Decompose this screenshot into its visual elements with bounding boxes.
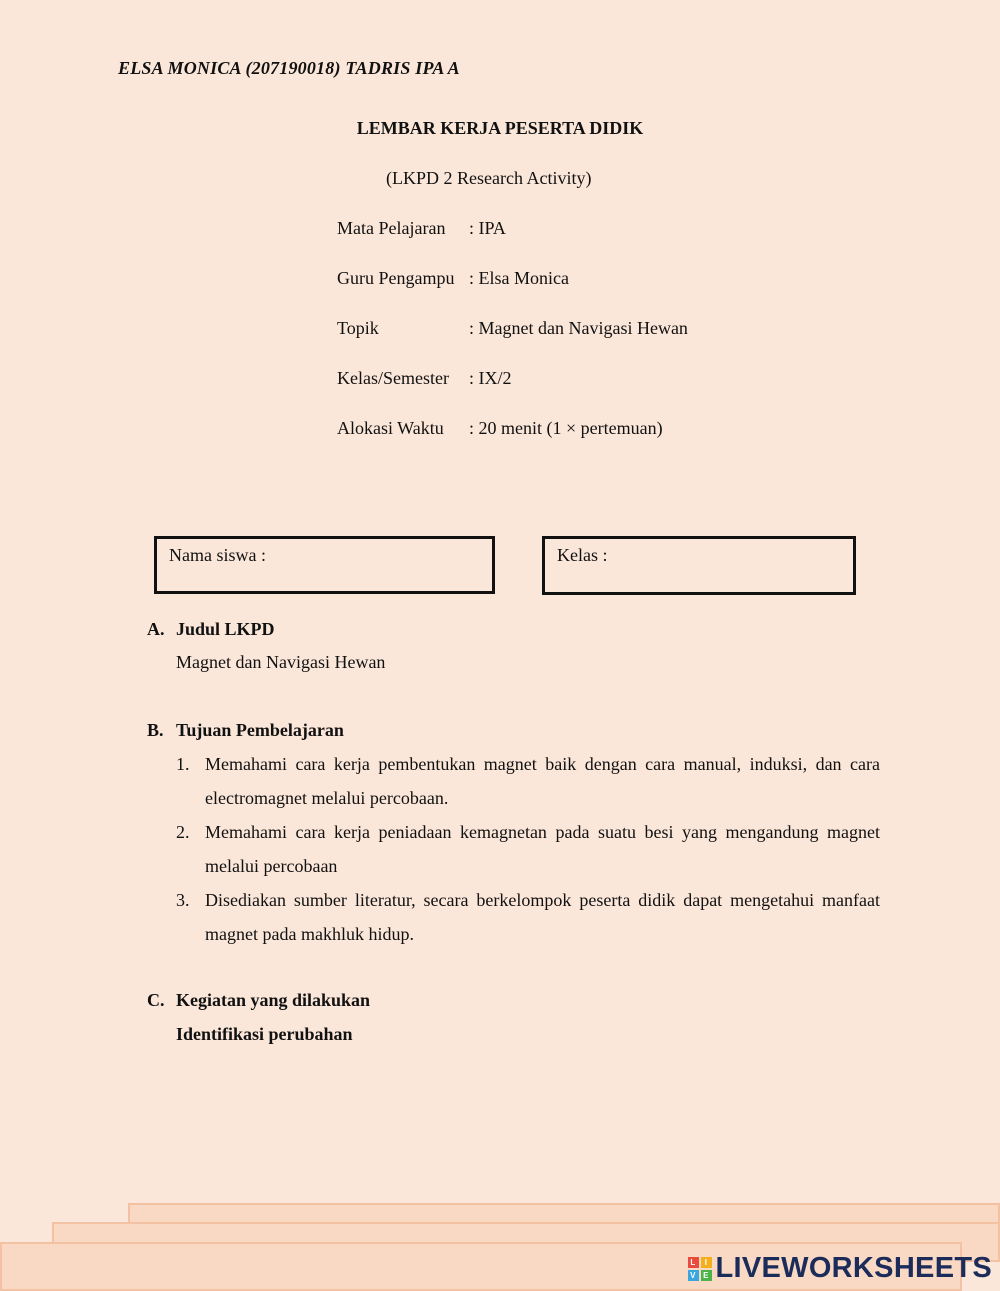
page-subtitle: (LKPD 2 Research Activity) [386, 168, 592, 188]
item-text: Disediakan sumber literatur, secara berkelompok peserta didik dapat mengetahui manfaat magnet pada makhluk hidup. [205, 890, 880, 944]
meta-label: Kelas/Semester [337, 368, 449, 388]
meta-row-teacher [337, 268, 569, 289]
logo-letter: L [688, 1257, 699, 1268]
goals-list [176, 747, 880, 951]
meta-row-time [337, 418, 663, 439]
meta-value: : Magnet dan Navigasi Hewan [469, 318, 688, 338]
meta-value: : 20 menit (1 × pertemuan) [469, 418, 663, 438]
section-a-heading [147, 619, 275, 640]
meta-label: Guru Pengampu [337, 268, 455, 288]
list-item [176, 747, 880, 815]
meta-label: Alokasi Waktu [337, 418, 444, 438]
section-a-text: Magnet dan Navigasi Hewan [176, 652, 386, 672]
section-title: Judul LKPD [176, 619, 275, 639]
list-item [176, 815, 880, 883]
brand-name: LIVEWORKSHEETS [715, 1252, 992, 1284]
list-item [176, 883, 880, 951]
meta-row-class [337, 368, 512, 389]
section-letter: A. [147, 619, 165, 639]
item-text: Memahami cara kerja pembentukan magnet baik dengan cara manual, induksi, dan cara electromagnet melalui percobaan. [205, 754, 880, 808]
item-number: 1. [176, 754, 190, 774]
item-text: Memahami cara kerja peniadaan kemagnetan pada suatu besi yang mengandung magnet melalui percobaan [205, 822, 880, 876]
logo-letter: V [688, 1270, 699, 1281]
page-title: LEMBAR KERJA PESERTA DIDIK [356, 118, 644, 138]
section-c-heading [147, 990, 370, 1011]
section-title: Tujuan Pembelajaran [176, 720, 344, 740]
liveworksheets-watermark [688, 1252, 993, 1285]
meta-value: : Elsa Monica [469, 268, 569, 288]
section-c-subheading: Identifikasi perubahan [176, 1024, 353, 1044]
author-line: ELSA MONICA (207190018) TADRIS IPA A [118, 58, 460, 78]
item-number: 3. [176, 890, 190, 910]
student-name-field[interactable] [154, 536, 495, 594]
student-name-label: Nama siswa : [169, 545, 266, 565]
meta-row-topic [337, 318, 688, 339]
class-field[interactable] [542, 536, 856, 595]
meta-label: Mata Pelajaran [337, 218, 446, 238]
meta-row-subject [337, 218, 506, 239]
section-letter: B. [147, 720, 164, 740]
item-number: 2. [176, 822, 190, 842]
liveworksheets-logo-icon [688, 1257, 712, 1281]
meta-label: Topik [337, 318, 379, 338]
meta-value: : IPA [469, 218, 506, 238]
logo-letter: E [701, 1270, 712, 1281]
section-letter: C. [147, 990, 165, 1010]
meta-value: : IX/2 [469, 368, 512, 388]
section-title: Kegiatan yang dilakukan [176, 990, 371, 1010]
class-label: Kelas : [557, 545, 608, 565]
logo-letter: I [701, 1257, 712, 1268]
section-b-heading [147, 720, 344, 741]
